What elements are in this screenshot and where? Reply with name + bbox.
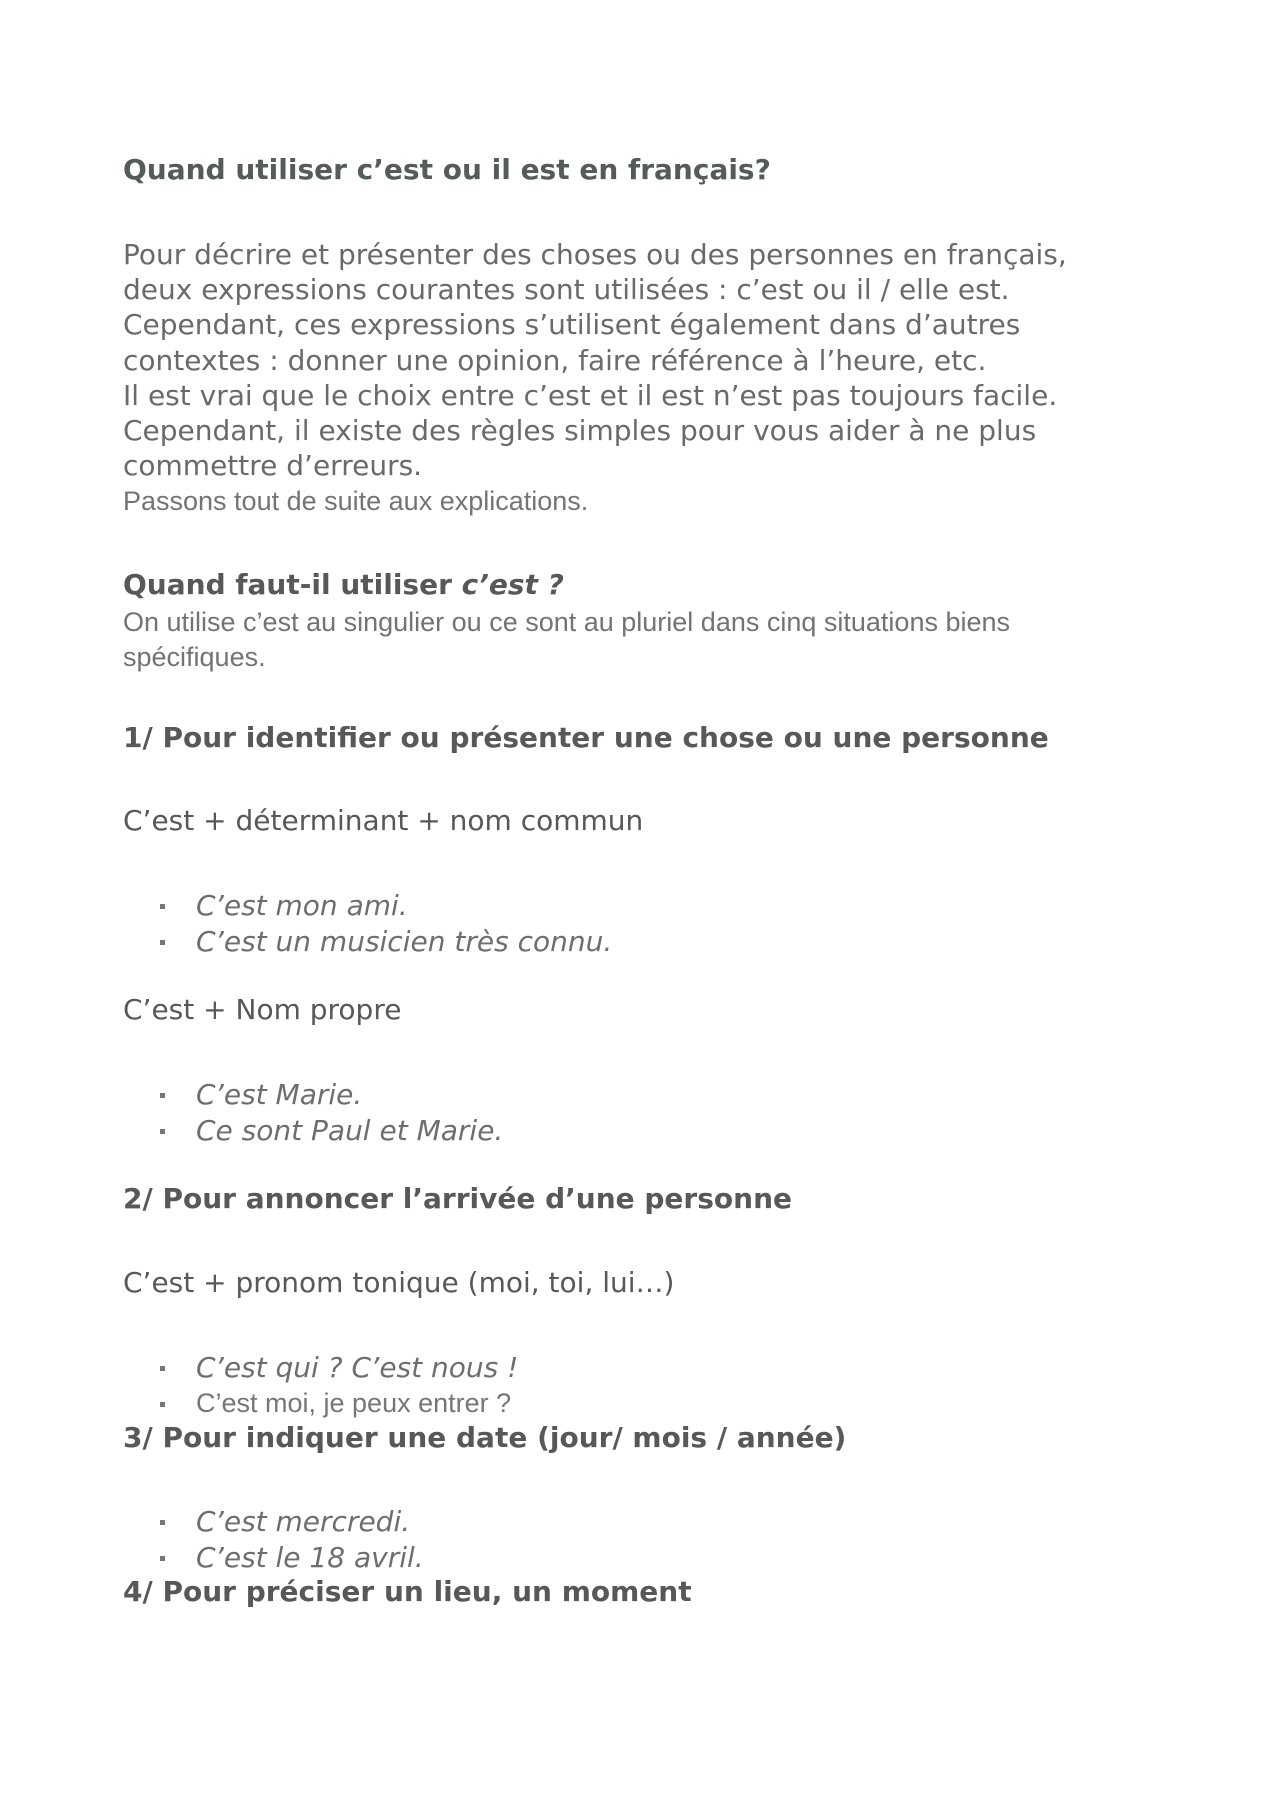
intro-line: Cependant, il existe des règles simples pour vous aider à ne plus bbox=[123, 414, 1037, 448]
section-4-heading: 4/ Pour préciser un lieu, un moment bbox=[123, 1575, 692, 1608]
section-2-rule: C’est + pronom tonique (moi, toi, lui…) bbox=[123, 1266, 675, 1299]
example-item: C’est un musicien très connu. bbox=[123, 924, 612, 960]
example-item: C’est mercredi. bbox=[123, 1504, 424, 1540]
question-heading bbox=[123, 568, 564, 601]
intro-line: Pour décrire et présenter des choses ou des personnes en français, bbox=[123, 238, 1067, 271]
section-1-examples-b bbox=[123, 1077, 503, 1148]
question-emphasis: c’est ? bbox=[461, 568, 564, 601]
question-prefix: Quand faut-il utiliser bbox=[123, 568, 462, 601]
question-line: On utilise c’est au singulier ou ce sont au pluriel dans cinq situations biens bbox=[123, 607, 1011, 637]
intro-paragraph bbox=[123, 237, 1067, 519]
example-item: C’est moi, je peux entrer ? bbox=[123, 1386, 518, 1422]
section-2-examples bbox=[123, 1350, 518, 1421]
intro-line: commettre d’erreurs. bbox=[123, 449, 423, 483]
page-title: Quand utiliser c’est ou il est en français? bbox=[123, 153, 771, 186]
intro-line: contextes : donner une opinion, faire référence à l’heure, etc. bbox=[123, 343, 987, 377]
intro-line: Il est vrai que le choix entre c’est et il est n’est pas toujours facile. bbox=[123, 378, 1058, 412]
intro-closing: Passons tout de suite aux explications. bbox=[123, 486, 589, 517]
example-item: C’est Marie. bbox=[123, 1077, 503, 1113]
example-item: Ce sont Paul et Marie. bbox=[123, 1113, 503, 1149]
intro-line: Cependant, ces expressions s’utilisent également dans d’autres bbox=[123, 308, 1021, 342]
section-1-rule-b: C’est + Nom propre bbox=[123, 993, 402, 1026]
example-item: C’est le 18 avril. bbox=[123, 1540, 424, 1576]
section-1-heading: 1/ Pour identifier ou présenter une chose ou une personne bbox=[123, 721, 1049, 754]
section-1-rule-a: C’est + déterminant + nom commun bbox=[123, 804, 644, 837]
section-2-heading: 2/ Pour annoncer l’arrivée d’une personne bbox=[123, 1182, 792, 1215]
intro-line: deux expressions courantes sont utilisées : c’est ou il / elle est. bbox=[123, 273, 1010, 307]
document-page bbox=[123, 0, 1163, 1811]
question-paragraph bbox=[123, 605, 1010, 675]
section-3-examples bbox=[123, 1504, 424, 1575]
example-item: C’est qui ? C’est nous ! bbox=[123, 1350, 518, 1386]
section-1-examples-a bbox=[123, 888, 612, 959]
example-item: C’est mon ami. bbox=[123, 888, 612, 924]
question-line: spécifiques. bbox=[123, 642, 266, 672]
section-3-heading: 3/ Pour indiquer une date (jour/ mois / année) bbox=[123, 1421, 847, 1454]
